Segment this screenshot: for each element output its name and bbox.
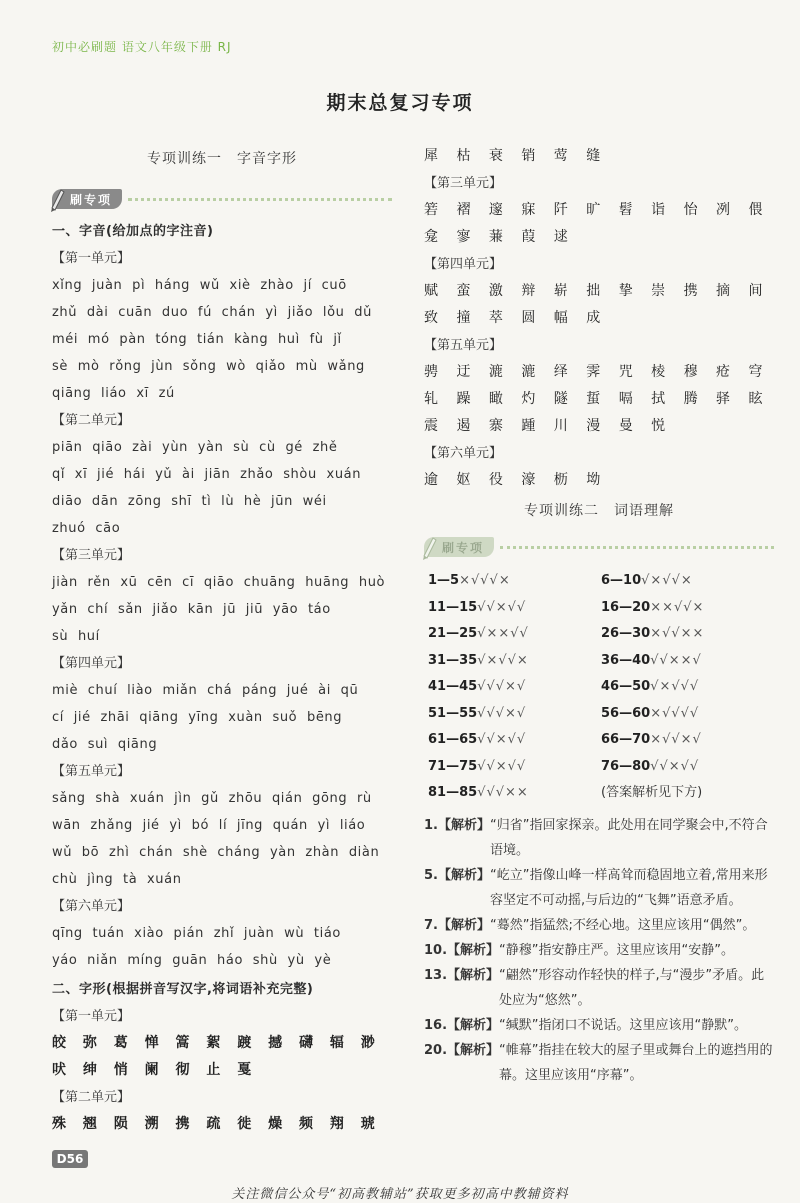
hanzi-line: 逾 妪 役 濠 枥 坳: [424, 472, 603, 488]
answer-item: [428, 754, 601, 781]
explanation-tag: 【解析】: [437, 917, 490, 933]
answer-marks: √√×√√: [650, 758, 700, 774]
running-header: 初中必刷题 语文八年级下册 RJ: [52, 40, 232, 54]
answer-note: (答案解析见下方): [601, 785, 703, 800]
hanzi-line: 吠 绅 悄 阑 彻 止 戛: [52, 1062, 254, 1078]
answer-item: [428, 595, 601, 622]
answer-range: 41—45: [428, 679, 478, 694]
pinyin-line: piān qiāo zài yùn yàn sù cù gé zhě: [52, 440, 338, 455]
hanzi-line: 皎 弥 葛 惮 篙 絮 踱 撼 礴 辐 渺: [52, 1035, 377, 1051]
answer-range: 31—35: [428, 652, 478, 668]
explanation-number: 13.: [424, 967, 448, 983]
pinyin-line: qiāng liáo xī zú: [52, 386, 175, 401]
unit-label: 【第六单元】: [52, 899, 131, 914]
pinyin-line: zhǔ dài cuān duo fú chán yì jiǎo lǒu dǔ: [52, 305, 372, 320]
answer-item: [428, 621, 601, 648]
explanation-number: 1.: [424, 817, 438, 833]
answer-range: 26—30: [601, 626, 651, 641]
unit-label: 【第五单元】: [424, 338, 503, 353]
pinyin-line: xǐng juàn pì háng wǔ xiè zhào jí cuō: [52, 278, 347, 293]
answer-range: 66—70: [601, 732, 651, 747]
unit-label: 【第五单元】: [52, 764, 131, 779]
answer-range: 11—15: [428, 599, 478, 615]
explanation-item: [424, 813, 774, 863]
explanation-tag: 【解析】: [447, 967, 500, 983]
answer-item: [601, 621, 774, 648]
pinyin-line: dǎo suì qiāng: [52, 737, 158, 752]
hanzi-line: 龛 寥 蒹 葭 逑: [424, 229, 570, 245]
explanation-text: “静穆”指安静庄严。这里应该用“安静”。: [499, 942, 734, 958]
badge-pill: [52, 189, 122, 209]
explanations: [424, 813, 774, 1088]
pinyin-line: yǎn chí sǎn jiǎo kān jū jiū yāo táo: [52, 602, 331, 617]
pinyin-line: qǐ xī jié hái yǔ ài jiān zhǎo shòu xuán: [52, 467, 362, 482]
question-heading: 二、字形(根据拼音写汉字,将词语补充完整): [52, 982, 314, 997]
answer-marks: √×√√×: [477, 652, 529, 668]
unit-label: 【第三单元】: [424, 176, 503, 191]
pinyin-line: sǎng shà xuán jìn gǔ zhōu qián gōng rù: [52, 791, 372, 806]
answer-item: [428, 674, 601, 701]
answer-item: [601, 648, 774, 675]
pinyin-line: wān zhǎng jié yì bó lí jīng quán yì liáo: [52, 818, 366, 833]
explanation-text: “帷幕”指挂在较大的屋子里或舞台上的遮挡用的幕。这里应该用“序幕”。: [499, 1042, 773, 1083]
answer-item: [428, 568, 601, 595]
answer-marks: ×√√×√: [650, 732, 702, 747]
answer-range: 81—85: [428, 785, 478, 800]
explanation-item: [424, 963, 774, 1013]
explanation-tag: 【解析】: [447, 942, 500, 958]
pinyin-line: wǔ bō zhì chán shè cháng yàn zhàn diàn: [52, 845, 380, 860]
explanation-item: [424, 863, 774, 913]
unit-label: 【第六单元】: [424, 446, 503, 461]
hanzi-line: 赋 蛮 激 辩 崭 拙 挚 崇 携 摘 间: [424, 283, 765, 299]
answer-range: 46—50: [601, 679, 651, 694]
unit-label: 【第一单元】: [52, 251, 131, 266]
badge-divider: [128, 198, 392, 201]
answer-marks: ××√√×: [650, 599, 705, 615]
pinyin-line: cí jié zhāi qiāng yīng xuàn suǒ bēng: [52, 710, 343, 725]
answer-item: [601, 727, 774, 754]
answer-marks: √√×√√: [477, 599, 527, 615]
section-badge: [52, 188, 392, 210]
explanation-text: “蓦然”指猛然;不经心地。这里应该用“偶然”。: [490, 917, 756, 933]
hanzi-line: 殊 翘 陨 溯 携 疏 徙 燥 频 翔 琥: [52, 1116, 377, 1132]
pinyin-units: [52, 247, 392, 974]
answer-range: 76—80: [601, 758, 651, 774]
unit-label: 【第二单元】: [52, 413, 131, 428]
answer-item: [601, 595, 774, 622]
answer-grid: [428, 568, 774, 807]
unit-label: 【第四单元】: [52, 656, 131, 671]
answer-item: [428, 727, 601, 754]
answer-range: 51—55: [428, 705, 478, 721]
explanation-tag: 【解析】: [437, 867, 490, 883]
answer-range: 36—40: [601, 652, 651, 668]
answer-marks: √√×√√: [477, 758, 527, 774]
pinyin-line: yáo niǎn míng guān háo shù yù yè: [52, 953, 332, 968]
explanation-text: “翩然”形容动作轻快的样子,与“漫步”矛盾。此处应为“悠然”。: [499, 967, 765, 1008]
hanzi-units: [424, 172, 774, 494]
explanation-number: 16.: [424, 1017, 448, 1033]
explanation-number: 7.: [424, 917, 438, 933]
badge-pill: [424, 537, 494, 557]
explanation-item: [424, 1038, 774, 1088]
pinyin-line: sù huí: [52, 629, 100, 644]
answer-item: [428, 648, 601, 675]
footer-note: 关注微信公众号“初高教辅站”获取更多初高中教辅资料: [231, 1187, 569, 1202]
explanation-tag: 【解析】: [437, 817, 490, 833]
page-number: D56: [52, 1150, 88, 1168]
answer-item: [601, 568, 774, 595]
explanation-text: “归省”指回家探亲。此处用在同学聚会中,不符合语境。: [490, 817, 768, 858]
answer-marks: √××√√: [477, 626, 529, 641]
pinyin-line: méi mó pàn tóng tián kàng huì fù jǐ: [52, 332, 342, 347]
answer-marks: √√√×√: [477, 679, 527, 694]
pencil-icon: [48, 186, 66, 212]
unit-label: 【第四单元】: [424, 257, 503, 272]
answer-marks: √×√√√: [650, 679, 700, 694]
answer-item: [601, 674, 774, 701]
answer-item: [601, 701, 774, 728]
answer-range: 1—5: [428, 573, 460, 588]
pinyin-line: chù jìng tà xuán: [52, 872, 182, 887]
explanation-item: [424, 938, 774, 963]
explanation-number: 5.: [424, 867, 438, 883]
answer-item: [428, 780, 601, 807]
section-title-1: 专项训练一 字音字形: [147, 151, 297, 167]
explanation-tag: 【解析】: [447, 1042, 500, 1058]
hanzi-line: 犀 枯 衰 销 莺 缝: [424, 148, 603, 164]
answer-item: [428, 701, 601, 728]
hanzi-line: 箬 褶 邃 寐 阡 旷 髫 诣 怡 冽 偎: [424, 202, 765, 218]
explanation-item: [424, 1013, 774, 1038]
explanation-number: 10.: [424, 942, 448, 958]
answer-item: [601, 754, 774, 781]
answer-marks: √√××√: [650, 652, 702, 668]
hanzi-line: 轧 躁 瞰 灼 隧 蜇 嗝 拭 腾 驿 眩: [424, 391, 765, 407]
pinyin-line: qīng tuán xiào pián zhǐ juàn wù tiáo: [52, 926, 341, 941]
explanation-item: [424, 913, 774, 938]
answer-range: 16—20: [601, 599, 651, 615]
answer-range: 21—25: [428, 626, 478, 641]
unit-label: 【第三单元】: [52, 548, 131, 563]
explanation-text: “缄默”指闭口不说话。这里应该用“静默”。: [499, 1017, 747, 1033]
hanzi-line: 震 遏 寨 踵 川 漫 曼 悦: [424, 418, 668, 434]
hanzi-line: 骋 迂 漉 漉 绎 霁 咒 棱 穆 疮 穹: [424, 364, 765, 380]
answer-marks: ×√√√×: [459, 573, 511, 588]
right-column: [424, 143, 774, 1088]
pinyin-line: jiàn rěn xū cēn cī qiāo chuāng huāng huò: [52, 575, 386, 590]
answer-range: 61—65: [428, 732, 478, 747]
answer-range: 56—60: [601, 705, 651, 721]
pencil-icon: [420, 534, 438, 560]
hanzi-line: 致 撞 萃 圆 幅 成: [424, 310, 603, 326]
hanzi-units: [52, 1005, 392, 1138]
answer-marks: √√×√√: [477, 732, 527, 747]
unit-label: 【第二单元】: [52, 1090, 131, 1105]
badge-label: 刷专项: [442, 540, 485, 555]
section-title-2: 专项训练二 词语理解: [524, 503, 674, 519]
explanation-tag: 【解析】: [447, 1017, 500, 1033]
answer-marks: ×√√√√: [650, 705, 700, 721]
pinyin-line: zhuó cāo: [52, 521, 121, 536]
section-badge: [424, 536, 774, 558]
unit-label: 【第一单元】: [52, 1009, 131, 1024]
left-column: [52, 148, 392, 1138]
badge-label: 刷专项: [70, 192, 113, 207]
badge-divider: [500, 546, 774, 549]
answer-marks: √√√××: [477, 785, 529, 800]
answer-marks: √×√√×: [641, 573, 693, 588]
answer-range: 6—10: [601, 573, 642, 588]
answer-marks: ×√√××: [650, 626, 705, 641]
question-heading: 一、字音(给加点的字注音): [52, 224, 214, 239]
explanation-text: “屹立”指像山峰一样高耸而稳固地立着,常用来形容坚定不可动摇,与后边的“飞舞”语意矛盾。: [490, 867, 768, 908]
pinyin-line: sè mò rǒng jùn sǒng wò qiǎo mù wǎng: [52, 359, 365, 374]
answer-marks: √√√×√: [477, 705, 527, 721]
pinyin-line: miè chuí liào miǎn chá páng jué ài qū: [52, 683, 359, 698]
pinyin-line: diāo dān zōng shī tì lù hè jūn wéi: [52, 494, 327, 509]
page-title: 期末总复习专项: [326, 92, 474, 114]
explanation-number: 20.: [424, 1042, 448, 1058]
answer-range: 71—75: [428, 758, 478, 774]
